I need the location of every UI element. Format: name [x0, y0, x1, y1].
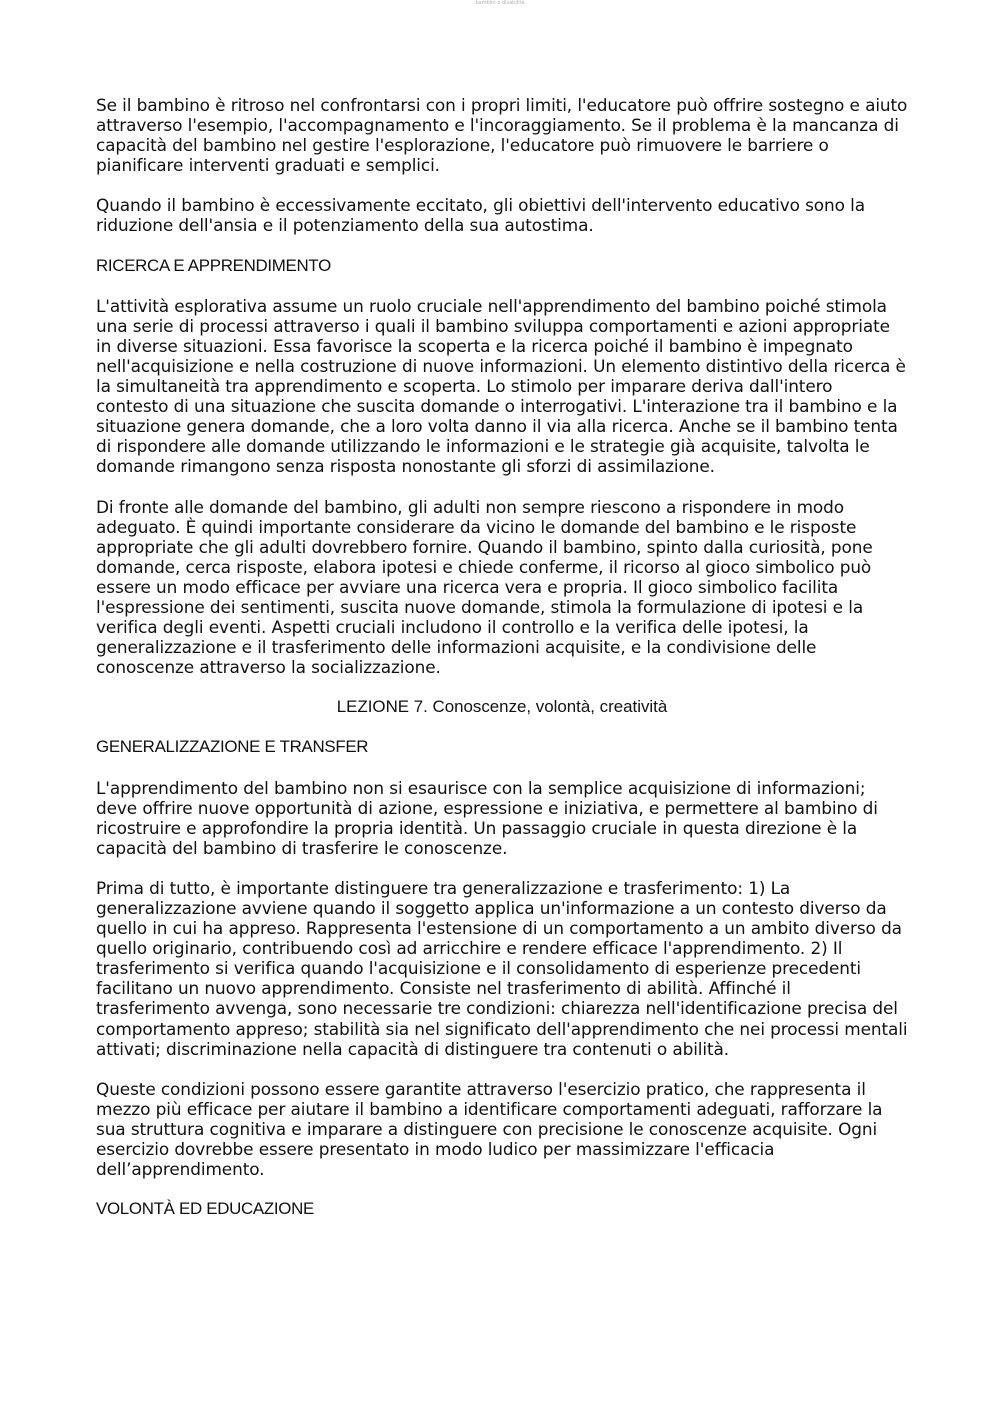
paragraph-generalizzazione-trasferimento: Prima di tutto, è importante distinguere tra generalizzazione e trasferimento: 1) La generalizzazione avviene quando il soggetto applica un'informazione a un contesto diverso da quello in cui ha appreso. Rappresenta l'estensione di un comportamento a un ambito diverso da quello originario, contribuendo così ad arricchire e rendere efficace l'apprendimento. 2) Il trasferimento si verifica quando l'acquisizione e il consolidamento di esperienze precedenti facilitano un nuovo apprendimento. Consiste nel trasferimento di abilità. Affinché il trasferimento avvenga, sono necessarie tre condizioni: chiarezza nell'identificazione precisa del comportamento appreso; stabilità sia nel significato dell'apprendimento che nei processi mentali attivati; discriminazione nella capacità di distinguere tra contenuti o abilità.	[96, 877, 908, 1059]
paragraph-esercizio-pratico: Queste condizioni possono essere garantite attraverso l'esercizio pratico, che rappresenta il mezzo più efficace per aiutare il bambino a identificare comportamenti adeguati, rafforzare la sua struttura cognitiva e imparare a distinguere con precisione le conoscenze acquisite. Ogni esercizio dovrebbe essere presentato in modo ludico per massimizzare l'efficacia dell’apprendimento.	[96, 1078, 883, 1180]
document-page	[96, 95, 908, 1239]
paragraph-attivita-esplorativa: L'attività esplorativa assume un ruolo cruciale nell'apprendimento del bambino poiché stimola una serie di processi attraverso i quali il bambino sviluppa comportamenti e azioni appropriate in diverse situazioni. Essa favorisce la scoperta e la ricerca poiché il bambino è impegnato nell'acquisizione e nella costruzione di nuove informazioni. Un elemento distintivo della ricerca è la simultaneità tra apprendimento e scoperta. Lo stimolo per imparare deriva dall'intero contesto di una situazione che suscita domande o interrogativi. L'interazione tra il bambino e la situazione genera domande, che a loro volta danno il via alla ricerca. Anche se il bambino tenta di rispondere alle domande utilizzando le informazioni e le strategie già acquisite, talvolta le domande rimangono senza risposta nonostante gli sforzi di assimilazione.	[96, 295, 906, 477]
section-heading-volonta: VOLONTÀ ED EDUCAZIONE	[96, 1199, 315, 1219]
section-heading-generalizzazione: GENERALIZZAZIONE E TRANSFER	[96, 737, 369, 757]
paragraph-domande-bambino: Di fronte alle domande del bambino, gli adulti non sempre riescono a rispondere in modo adeguato. È quindi importante considerare da vicino le domande del bambino e le risposte appropriate che gli adulti dovrebbero fornire. Quando il bambino, spinto dalla curiosità, pone domande, cerca risposte, elabora ipotesi e chiede conferme, il ricorso al gioco simbolico può essere un modo efficace per avviare una ricerca vera e propria. Il gioco simbolico facilita l'espressione dei sentimenti, suscita nuove domande, stimola la formulazione di ipotesi e la verifica degli eventi. Aspetti cruciali includono il controllo e la verifica delle ipotesi, la generalizzazione e il trasferimento delle informazioni acquisite, e la condivisione delle conoscenze attraverso la socializzazione.	[96, 496, 873, 678]
paragraph-eccitazione: Quando il bambino è eccessivamente eccitato, gli obiettivi dell'intervento educativo sono la riduzione dell'ansia e il potenziamento della sua autostima.	[96, 195, 865, 236]
page-header-mark: bambini e disabilità	[475, 0, 525, 6]
lesson-title: LEZIONE 7. Conoscenze, volontà, creatività	[336, 697, 668, 717]
paragraph-esplorazione-limiti: Se il bambino è ritroso nel confrontarsi con i propri limiti, l'educatore può offrire sostegno e aiuto attraverso l'esempio, l'accompagnamento e l'incoraggiamento. Se il problema è la mancanza di capacità del bambino nel gestire l'esplorazione, l'educatore può rimuovere le barriere o pianificare interventi graduati e semplici.	[96, 95, 908, 176]
section-heading-ricerca: RICERCA E APPRENDIMENTO	[96, 255, 331, 275]
paragraph-apprendimento: L'apprendimento del bambino non si esaurisce con la semplice acquisizione di informazioni; deve offrire nuove opportunità di azione, espressione e iniziativa, e permettere al bambino di ricostruire e approfondire la propria identità. Un passaggio cruciale in questa direzione è la capacità del bambino di trasferire le conoscenze.	[96, 777, 878, 858]
